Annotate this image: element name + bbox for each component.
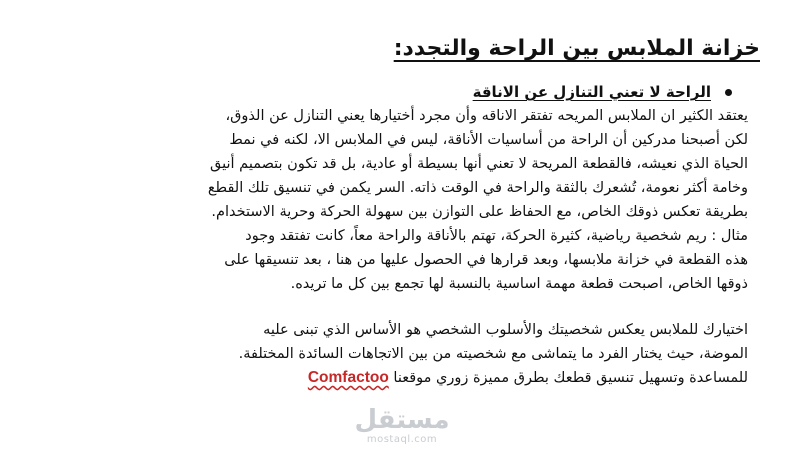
text-line: لكن أصبحنا مدركين أن الراحة من أساسيات الأناقة، ليس في الملابس الا، لكنه في نمط — [229, 132, 748, 148]
text-line: بطريقة تعكس ذوقك الخاص، مع الحفاظ على التوازن بين سهولة الحركة وحرية الاستخدام. — [211, 204, 748, 220]
mostaql-watermark — [352, 406, 452, 446]
paragraph-1 — [64, 104, 748, 296]
text-line: الموضة، حيث يختار الفرد ما يتماشى مع شخصيته من بين الاتجاهات السائدة المختلفة. — [238, 346, 748, 362]
text-line-with-link — [64, 366, 748, 390]
text-line: مثال : ريم شخصية رياضية، كثيرة الحركة، تهتم بالأناقة والراحة معاً، كانت تفتقد وجود — [245, 228, 748, 244]
article-title: خزانة الملابس بين الراحة والتجدد: — [393, 36, 760, 61]
section-heading-row — [473, 83, 732, 101]
brand-link[interactable]: Comfactoo — [307, 369, 389, 386]
text-line: ذوقها الخاص، اصبحت قطعة مهمة اساسية بالنسبة لها تجمع بين كل ما تريده. — [290, 276, 748, 292]
text-line: للمساعدة وتسهيل تنسيق قطعك بطرق مميزة زوري موقعنا — [393, 370, 748, 386]
paragraph-2 — [64, 318, 748, 390]
text-line: الحياة الذي نعيشه، فالقطعة المريحة لا تعني أنها بسيطة أو عادية، بل قد تكون بتصميم أنيق — [210, 156, 748, 172]
bullet-icon — [725, 89, 732, 96]
text-line: اختيارك للملابس يعكس شخصيتك والأسلوب الشخصي هو الأساس الذي تبنى عليه — [263, 322, 748, 338]
watermark-url: mostaql.com — [366, 434, 438, 445]
section-heading: الراحة لا تعني التنازل عن الاناقة — [472, 83, 711, 101]
text-line: وخامة أكثر نعومة، تُشعرك بالثقة والراحة في الوقت ذاته. السر يكمن في تنسيق تلك القطع — [207, 180, 748, 196]
text-line: هذه القطعة في خزانة ملابسها، وبعد قرارها في الحصول عليها من هنا ، بعد تنسيقها على — [224, 252, 748, 268]
watermark-logo-text: مستقل — [354, 405, 450, 435]
text-line: يعتقد الكثير ان الملابس المريحه تفتقر الاناقه وأن مجرد أختيارها يعني التنازل عن الذوق، — [225, 108, 748, 124]
